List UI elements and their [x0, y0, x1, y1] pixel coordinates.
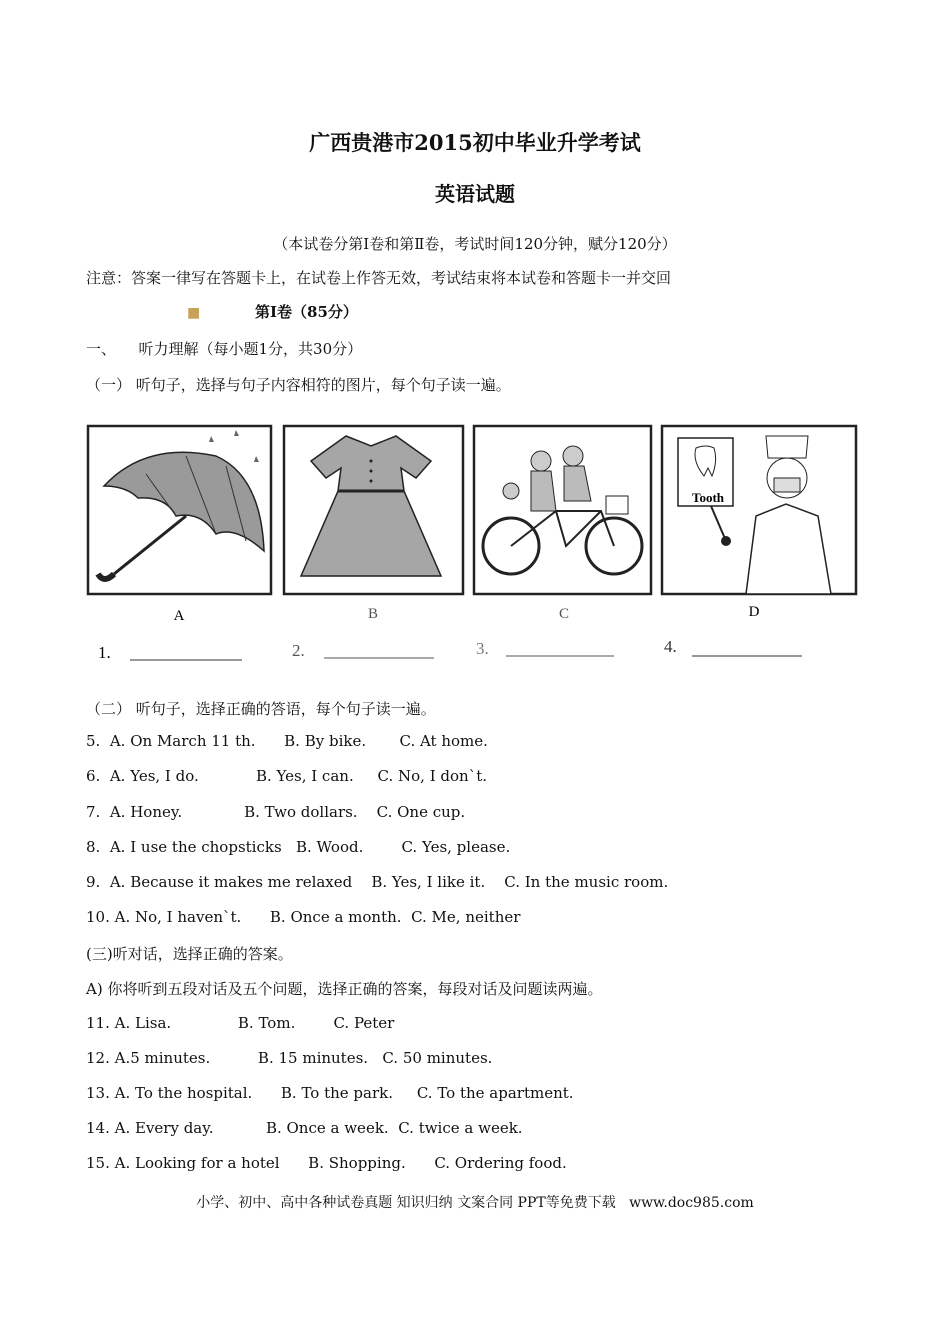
question-item: 7. A. Honey. B. Two dollars. C. One cup.: [86, 803, 466, 821]
exam-title: 广西贵港市2015初中毕业升学考试: [309, 130, 641, 155]
picture-letter: B: [367, 606, 379, 622]
section1-heading: 一、 听力理解（每小题1分，共30分）: [86, 340, 363, 358]
question-item: 12. A.5 minutes. B. 15 minutes. C. 50 minutes.: [86, 1049, 493, 1067]
question-item: 11. A. Lisa. B. Tom. C. Peter: [86, 1014, 395, 1032]
question-item: 14. A. Every day. B. Once a week. C. twice a week.: [86, 1119, 523, 1137]
picture-letter: A: [173, 608, 185, 624]
picture-letter: C: [558, 606, 570, 622]
part3-instruction: (三)听对话，选择正确的答案。: [86, 945, 293, 963]
exam-notice: 注意：答案一律写在答题卡上，在试卷上作答无效，考试结束将本试卷和答题卡一并交回: [86, 269, 672, 287]
question-item: 9. A. Because it makes me relaxed B. Yes, I like it. C. In the music room.: [86, 873, 669, 891]
exam-subtitle: 英语试题: [435, 182, 515, 206]
umbrella-icon: [88, 426, 271, 594]
volume-heading: 第Ⅰ卷（85分）: [255, 303, 358, 321]
stray-dot: ■: [187, 305, 201, 321]
page-footer: 小学、初中、高中各种试卷真题 知识归纳 文案合同 PPT等免费下载 www.doc985.com: [196, 1195, 754, 1211]
question-item: 8. A. I use the chopsticks B. Wood. C. Yes, please.: [86, 838, 511, 856]
question-item: 15. A. Looking for a hotel B. Shopping. C. Ordering food.: [86, 1154, 567, 1172]
question-item: 10. A. No, I haven`t. B. Once a month. C. Me, neither: [86, 908, 521, 926]
answer-blank-label: 2.: [292, 641, 305, 660]
tooth-sign-label: Tooth: [692, 490, 725, 505]
dress-icon: [284, 426, 463, 594]
question-item: 6. A. Yes, I do. B. Yes, I can. C. No, I don`t.: [86, 767, 488, 785]
part3a-instruction: A) 你将听到五段对话及五个问题，选择正确的答案，每段对话及问题读两遍。: [86, 980, 603, 998]
exam-note: （本试卷分第Ⅰ卷和第Ⅱ卷，考试时间120分钟，赋分120分）: [273, 235, 677, 253]
question-item: 5. A. On March 11 th. B. By bike. C. At home.: [86, 732, 488, 750]
bicycle-icon: [474, 426, 651, 594]
answer-blank-label: 1.: [98, 643, 111, 662]
picture-letter: D: [748, 604, 760, 620]
picture-row: [86, 416, 858, 666]
question-item: 13. A. To the hospital. B. To the park. C. To the apartment.: [86, 1084, 574, 1102]
part2-instruction: （二） 听句子，选择正确的答语，每个句子读一遍。: [86, 700, 436, 718]
doctor-tooth-icon: [662, 426, 856, 594]
part1-instruction: （一） 听句子，选择与句子内容相符的图片，每个句子读一遍。: [86, 376, 511, 394]
answer-blank-label: 4.: [664, 637, 677, 656]
answer-blank-label: 3.: [476, 639, 489, 658]
